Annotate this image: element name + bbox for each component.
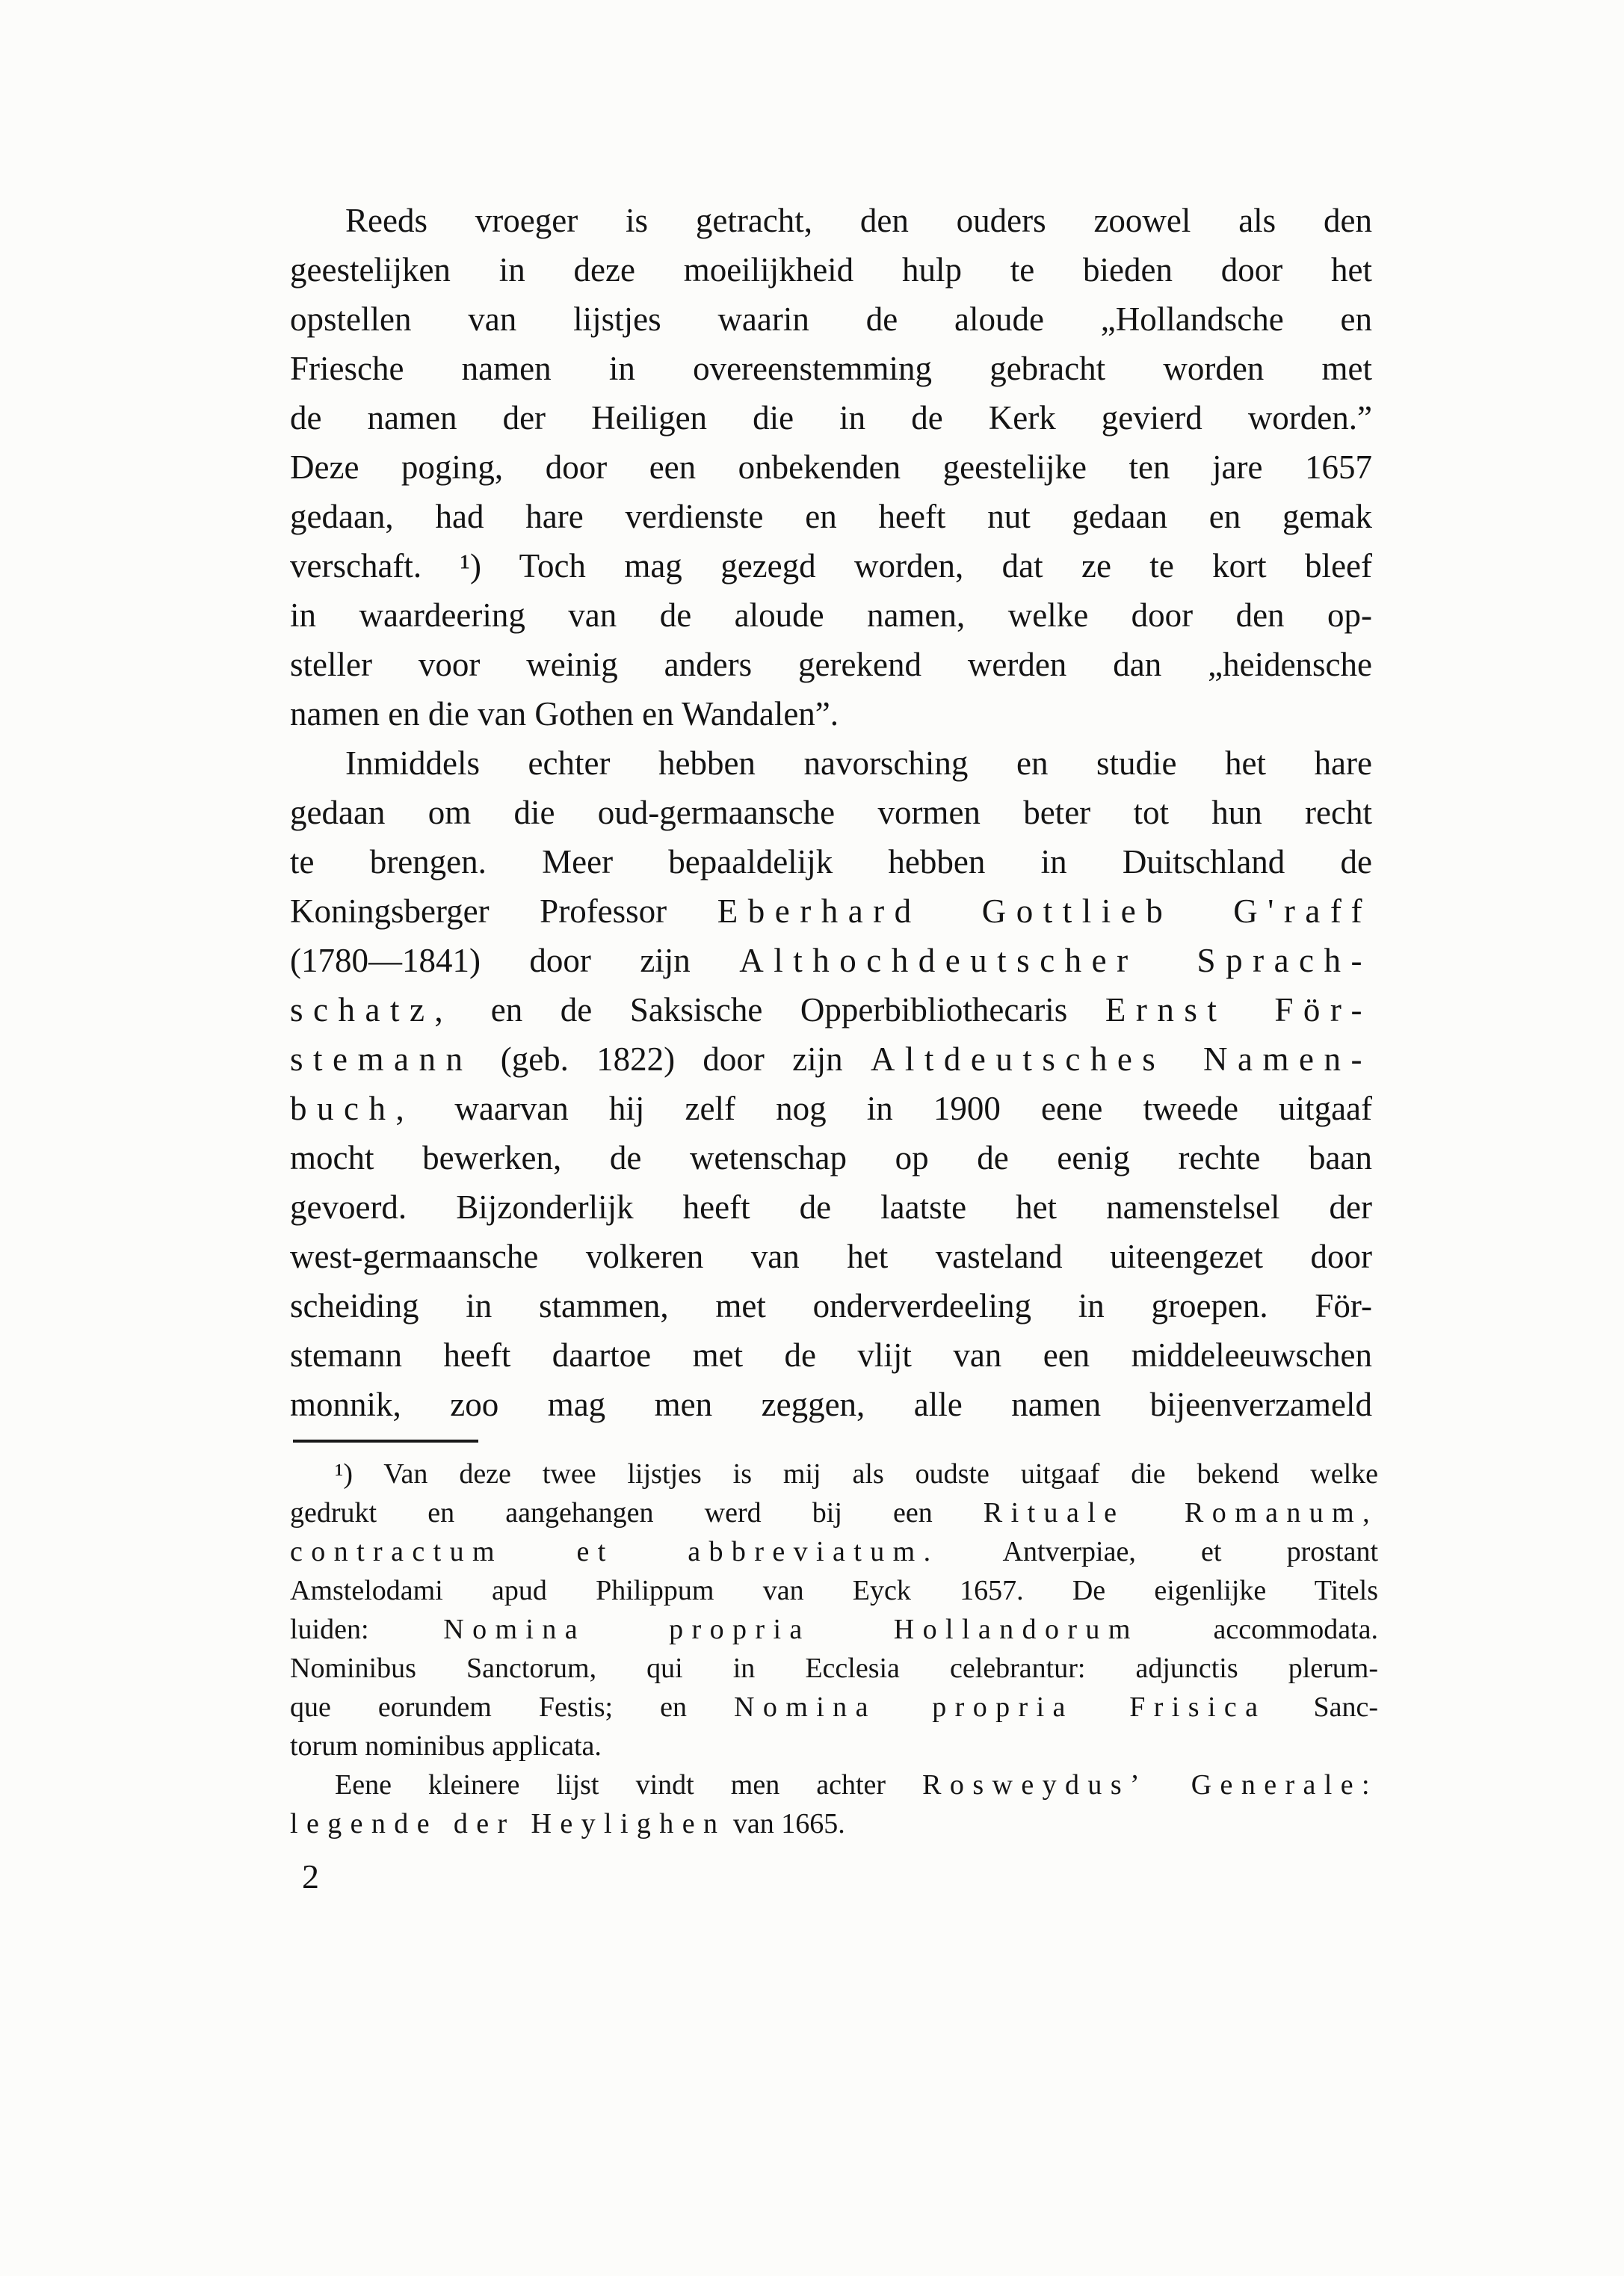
text-segment: te brengen. Meer bepaaldelijk hebben in Duitschland de <box>290 843 1372 881</box>
text-line <box>290 640 1372 689</box>
letterspaced-text: buch, <box>290 1090 415 1127</box>
text-segment: monnik, zoo mag men zeggen, alle namen bijeenverzameld <box>290 1386 1372 1423</box>
text-segment: ¹) Van deze twee lijstjes is mij als oudste uitgaaf die bekend welke <box>335 1458 1378 1490</box>
footnote <box>290 1455 1378 1843</box>
text-segment: scheiding in stammen, met onderverdeeling in groepen. För- <box>290 1287 1372 1324</box>
letterspaced-text: Althochdeutscher Sprach- <box>739 942 1373 979</box>
text-line <box>290 344 1372 393</box>
text-segment: en de Saksische Opperbibliothecaris <box>453 991 1105 1028</box>
text-line <box>290 936 1372 985</box>
letterspaced-text: Rosweydus’ Generale: <box>922 1769 1378 1801</box>
text-segment: Deze poging, door een onbekenden geestelijke ten jare 1657 <box>290 448 1372 486</box>
text-segment: Amstelodami apud Philippum van Eyck 1657. De eigenlijke Titels <box>290 1575 1378 1606</box>
page-number: 2 <box>302 1857 319 1896</box>
text-line <box>290 1182 1372 1232</box>
text-line <box>290 1571 1378 1610</box>
text-line <box>290 1532 1378 1571</box>
letterspaced-text: Nomina propria Frisica <box>734 1691 1267 1723</box>
letterspaced-text: Rituale Romanum, <box>983 1497 1379 1529</box>
text-segment: opstellen van lijstjes waarin de aloude „Hollandsche en <box>290 300 1372 338</box>
text-line <box>290 738 1372 788</box>
text-line <box>290 886 1372 936</box>
letterspaced-text: Altdeutsches Namen- <box>870 1040 1372 1078</box>
text-segment: stemann heeft daartoe met de vlijt van een middeleeuwschen <box>290 1336 1372 1374</box>
text-line <box>290 788 1372 837</box>
text-segment: west-germaansche volkeren van het vasteland uiteengezet door <box>290 1238 1372 1275</box>
text-segment: Koningsberger Professor <box>290 892 717 930</box>
text-line <box>290 837 1372 886</box>
text-line <box>290 1688 1378 1727</box>
letterspaced-text: legende der Heylighen <box>290 1808 726 1839</box>
text-line <box>290 1380 1372 1429</box>
text-line <box>290 689 1372 738</box>
text-line <box>290 1610 1378 1649</box>
text-segment: in waardeering van de aloude namen, welke door den op- <box>290 596 1372 634</box>
text-segment: Sanc- <box>1266 1691 1378 1723</box>
letterspaced-text: Ernst För- <box>1105 991 1372 1028</box>
text-segment: Nominibus Sanctorum, qui in Ecclesia celebrantur: adjunctis plerum- <box>290 1653 1378 1684</box>
text-segment: Antverpiae, et prostant <box>939 1536 1378 1567</box>
text-segment: accommodata. <box>1138 1614 1378 1645</box>
text-segment: (1780—1841) door zijn <box>290 942 740 979</box>
text-line <box>290 1455 1378 1493</box>
body-text <box>290 196 1372 1429</box>
text-line <box>290 245 1372 294</box>
text-segment: Reeds vroeger is getracht, den ouders zoowel als den <box>345 202 1372 239</box>
text-line <box>290 492 1372 541</box>
text-line <box>290 393 1372 442</box>
text-segment: Inmiddels echter hebben navorsching en studie het hare <box>345 744 1372 782</box>
text-segment: gevoerd. Bijzonderlijk heeft de laatste het namenstelsel der <box>290 1188 1372 1226</box>
text-segment: que eorundem Festis; en <box>290 1691 735 1723</box>
text-segment: geestelijken in deze moeilijkheid hulp te bieden door het <box>290 251 1372 289</box>
text-segment: namen en die van Gothen en Wandalen”. <box>290 695 839 733</box>
text-segment: gedaan, had hare verdienste en heeft nut gedaan en gemak <box>290 498 1372 535</box>
text-segment: steller voor weinig anders gerekend werden dan „heidensche <box>290 646 1372 683</box>
text-line <box>290 1232 1372 1281</box>
text-line <box>290 1034 1372 1084</box>
text-line <box>290 1649 1378 1688</box>
text-line <box>290 1804 1378 1843</box>
text-segment: luiden: <box>290 1614 444 1645</box>
text-line <box>290 1084 1372 1133</box>
text-segment: de namen der Heiligen die in de Kerk gevierd worden.” <box>290 399 1372 437</box>
text-line <box>290 442 1372 492</box>
text-segment: waarvan hij zelf nog in 1900 eene tweede uitgaaf <box>414 1090 1372 1127</box>
text-segment: (geb. 1822) door zijn <box>472 1040 871 1078</box>
text-line <box>290 294 1372 344</box>
letterspaced-text: stemann <box>290 1040 473 1078</box>
text-line <box>290 590 1372 640</box>
text-line <box>290 1493 1378 1532</box>
text-segment: van 1665. <box>726 1808 845 1839</box>
text-line <box>290 1281 1372 1330</box>
text-line <box>290 196 1372 245</box>
text-line <box>290 1330 1372 1380</box>
footnote-separator <box>293 1440 478 1443</box>
letterspaced-text: schatz, <box>290 991 454 1028</box>
letterspaced-text: Nomina propria Hollandorum <box>443 1614 1139 1645</box>
text-segment: Eene kleinere lijst vindt men achter <box>335 1769 923 1801</box>
letterspaced-text: contractum et abbreviatum. <box>290 1536 939 1567</box>
text-line <box>290 1765 1378 1804</box>
text-segment: verschaft. ¹) Toch mag gezegd worden, dat ze te kort bleef <box>290 547 1372 585</box>
text-segment: gedaan om die oud-germaansche vormen beter tot hun recht <box>290 794 1372 831</box>
text-segment: Friesche namen in overeenstemming gebracht worden met <box>290 350 1372 387</box>
text-line <box>290 985 1372 1034</box>
text-segment: mocht bewerken, de wetenschap op de eenig rechte baan <box>290 1139 1372 1176</box>
letterspaced-text: Eberhard Gottlieb G'raff <box>717 892 1372 930</box>
text-line <box>290 1727 1378 1765</box>
text-line <box>290 541 1372 590</box>
text-segment: gedrukt en aangehangen werd bij een <box>290 1497 984 1529</box>
text-segment: torum nominibus applicata. <box>290 1730 602 1762</box>
text-line <box>290 1133 1372 1182</box>
